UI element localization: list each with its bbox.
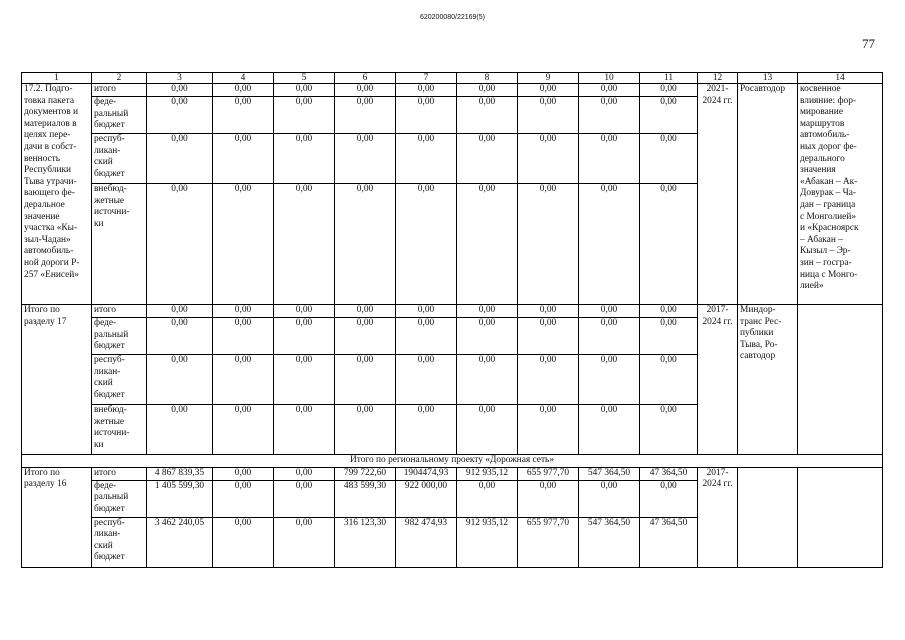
column-number: 14	[798, 73, 883, 84]
executor: Росавтодор	[738, 84, 798, 305]
amount-cell: 483 599,30	[335, 480, 396, 517]
column-number: 6	[335, 73, 396, 84]
amount-cell: 0,00	[518, 305, 579, 318]
amount-cell: 0,00	[213, 305, 274, 318]
amount-cell: 0,00	[518, 97, 579, 134]
funding-source-label: феде- ральный бюджет	[92, 97, 147, 134]
amount-cell: 0,00	[274, 517, 335, 567]
amount-cell: 0,00	[274, 305, 335, 318]
column-number: 4	[213, 73, 274, 84]
funding-source-label: итого	[92, 84, 147, 97]
amount-cell: 0,00	[213, 517, 274, 567]
column-number: 5	[274, 73, 335, 84]
amount-cell: 0,00	[335, 318, 396, 355]
funding-source-label: итого	[92, 467, 147, 480]
amount-cell: 0,00	[335, 405, 396, 455]
measure-title: Итого по разделу 16	[22, 467, 92, 567]
amount-cell: 3 462 240,05	[147, 517, 213, 567]
amount-cell: 0,00	[518, 184, 579, 305]
amount-cell: 1 405 599,30	[147, 480, 213, 517]
amount-cell: 0,00	[213, 355, 274, 405]
amount-cell: 0,00	[518, 355, 579, 405]
amount-cell: 0,00	[396, 318, 457, 355]
amount-cell: 0,00	[274, 184, 335, 305]
column-number: 8	[457, 73, 518, 84]
column-number: 13	[738, 73, 798, 84]
amount-cell: 0,00	[335, 355, 396, 405]
amount-cell: 0,00	[274, 467, 335, 480]
amount-cell: 0,00	[579, 184, 640, 305]
amount-cell: 0,00	[274, 355, 335, 405]
amount-cell: 0,00	[147, 134, 213, 184]
amount-cell: 0,00	[396, 184, 457, 305]
amount-cell: 0,00	[457, 134, 518, 184]
amount-cell: 0,00	[335, 134, 396, 184]
amount-cell: 0,00	[396, 405, 457, 455]
period-years: 2021- 2024 гг.	[698, 84, 738, 305]
executor: Миндор- транс Рес- публики Тыва, Ро- савтодор	[738, 305, 798, 455]
amount-cell: 47 364,50	[640, 467, 698, 480]
amount-cell: 0,00	[213, 84, 274, 97]
amount-cell: 0,00	[213, 480, 274, 517]
column-number-row	[22, 73, 883, 84]
amount-cell: 0,00	[147, 84, 213, 97]
amount-cell: 0,00	[640, 84, 698, 97]
amount-cell: 0,00	[396, 97, 457, 134]
amount-cell: 0,00	[396, 355, 457, 405]
amount-cell: 0,00	[640, 405, 698, 455]
amount-cell: 0,00	[274, 405, 335, 455]
amount-cell: 0,00	[147, 305, 213, 318]
amount-cell: 547 364,50	[579, 467, 640, 480]
amount-cell: 982 474,93	[396, 517, 457, 567]
amount-cell: 0,00	[518, 134, 579, 184]
amount-cell: 1904474,93	[396, 467, 457, 480]
amount-cell: 0,00	[213, 318, 274, 355]
funding-source-label: респуб- ликан- ский бюджет	[92, 355, 147, 405]
column-number: 2	[92, 73, 147, 84]
period-years: 2017- 2024 гг.	[698, 305, 738, 455]
executor	[738, 467, 798, 567]
amount-cell: 0,00	[457, 97, 518, 134]
amount-cell: 0,00	[213, 184, 274, 305]
page-number: 77	[862, 36, 875, 51]
amount-cell: 0,00	[640, 480, 698, 517]
amount-cell: 0,00	[579, 405, 640, 455]
amount-cell: 0,00	[274, 97, 335, 134]
amount-cell: 0,00	[147, 184, 213, 305]
amount-cell: 0,00	[147, 355, 213, 405]
amount-cell: 0,00	[457, 305, 518, 318]
measure-title: Итого по разделу 17	[22, 305, 92, 455]
column-number: 1	[22, 73, 92, 84]
amount-cell: 0,00	[518, 480, 579, 517]
section-title-row	[22, 455, 883, 468]
amount-cell: 0,00	[213, 134, 274, 184]
amount-cell: 0,00	[335, 97, 396, 134]
column-number: 10	[579, 73, 640, 84]
amount-cell: 655 977,70	[518, 467, 579, 480]
table-row	[22, 467, 883, 480]
funding-source-label: респуб- ликан- ский бюджет	[92, 134, 147, 184]
amount-cell: 0,00	[640, 355, 698, 405]
measure-title: 17.2. Подго- товка пакета документов и материалов в целях пере- дачи в собст- венность Республики Тыва утрачи- вающего фе- деральное значение участка «Кы- зыл-Чадан» автомобиль- ной дороги Р- 257 «Енисей»	[22, 84, 92, 305]
amount-cell: 0,00	[274, 480, 335, 517]
budget-table	[21, 72, 883, 568]
amount-cell: 0,00	[213, 405, 274, 455]
effect-description: косвенное влияние: фор- мирование маршрутов автомобиль- ных дорог фе- дерального значения «Абакан – Ак- Довурак – Ча- дан – граница с Монголией» и «Красноярск – Абакан – Кызыл – Эр- зин – госгра- ница с Монго- лией»	[798, 84, 883, 305]
amount-cell: 0,00	[396, 305, 457, 318]
amount-cell: 0,00	[396, 84, 457, 97]
amount-cell: 0,00	[335, 305, 396, 318]
amount-cell: 547 364,50	[579, 517, 640, 567]
amount-cell: 0,00	[518, 405, 579, 455]
amount-cell: 912 935,12	[457, 517, 518, 567]
amount-cell: 0,00	[579, 480, 640, 517]
amount-cell: 0,00	[579, 355, 640, 405]
column-number: 9	[518, 73, 579, 84]
column-number: 7	[396, 73, 457, 84]
amount-cell: 0,00	[274, 134, 335, 184]
amount-cell: 0,00	[579, 97, 640, 134]
amount-cell: 0,00	[457, 318, 518, 355]
table-row	[22, 305, 883, 318]
amount-cell: 0,00	[147, 97, 213, 134]
amount-cell: 0,00	[640, 305, 698, 318]
amount-cell: 0,00	[457, 405, 518, 455]
amount-cell: 0,00	[147, 405, 213, 455]
section-title: Итого по региональному проекту «Дорожная сеть»	[22, 455, 883, 468]
effect-description	[798, 305, 883, 455]
column-number: 11	[640, 73, 698, 84]
amount-cell: 0,00	[274, 318, 335, 355]
period-years: 2017- 2024 гг.	[698, 467, 738, 567]
amount-cell: 47 364,50	[640, 517, 698, 567]
amount-cell: 4 867 839,35	[147, 467, 213, 480]
amount-cell: 0,00	[579, 305, 640, 318]
amount-cell: 0,00	[213, 467, 274, 480]
amount-cell: 0,00	[457, 184, 518, 305]
column-number: 3	[147, 73, 213, 84]
funding-source-label: феде- ральный бюджет	[92, 318, 147, 355]
amount-cell: 799 722,60	[335, 467, 396, 480]
amount-cell: 0,00	[457, 480, 518, 517]
amount-cell: 0,00	[640, 318, 698, 355]
funding-source-label: итого	[92, 305, 147, 318]
amount-cell: 0,00	[274, 84, 335, 97]
table-row	[22, 84, 883, 97]
amount-cell: 0,00	[335, 84, 396, 97]
amount-cell: 922 000,00	[396, 480, 457, 517]
amount-cell: 0,00	[640, 184, 698, 305]
amount-cell: 0,00	[579, 318, 640, 355]
funding-source-label: феде- ральный бюджет	[92, 480, 147, 517]
effect-description	[798, 467, 883, 567]
amount-cell: 0,00	[147, 318, 213, 355]
amount-cell: 655 977,70	[518, 517, 579, 567]
funding-source-label: внебюд- жетные источни- ки	[92, 405, 147, 455]
funding-source-label: респуб- ликан- ский бюджет	[92, 517, 147, 567]
amount-cell: 0,00	[335, 184, 396, 305]
amount-cell: 0,00	[640, 134, 698, 184]
funding-source-label: внебюд- жетные источни- ки	[92, 184, 147, 305]
amount-cell: 0,00	[518, 84, 579, 97]
amount-cell: 0,00	[457, 355, 518, 405]
amount-cell: 316 123,30	[335, 517, 396, 567]
column-number: 12	[698, 73, 738, 84]
amount-cell: 0,00	[213, 97, 274, 134]
amount-cell: 912 935,12	[457, 467, 518, 480]
amount-cell: 0,00	[640, 97, 698, 134]
amount-cell: 0,00	[396, 134, 457, 184]
amount-cell: 0,00	[579, 134, 640, 184]
document-id: 620200080/22169(5)	[419, 14, 485, 21]
amount-cell: 0,00	[518, 318, 579, 355]
amount-cell: 0,00	[457, 84, 518, 97]
amount-cell: 0,00	[579, 84, 640, 97]
